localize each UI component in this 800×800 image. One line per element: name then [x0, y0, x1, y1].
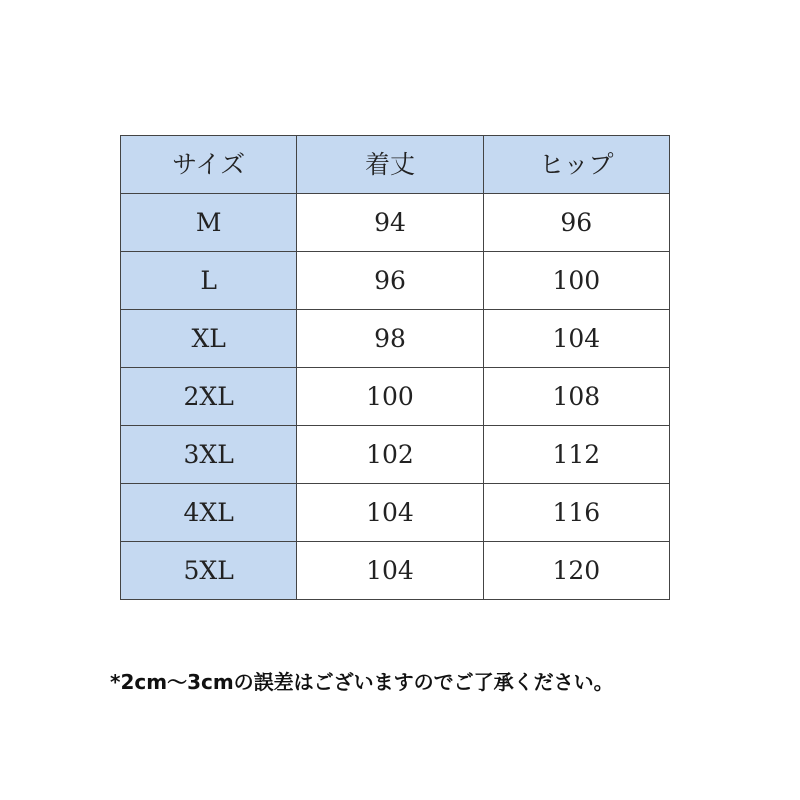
table-body: [121, 194, 670, 600]
length-cell: 98: [297, 310, 483, 368]
size-cell: 2XL: [121, 368, 297, 426]
hip-cell: 96: [483, 194, 669, 252]
size-cell: XL: [121, 310, 297, 368]
hip-cell: 108: [483, 368, 669, 426]
header-size: サイズ: [121, 136, 297, 194]
hip-cell: 104: [483, 310, 669, 368]
header-hip: ヒップ: [483, 136, 669, 194]
length-cell: 104: [297, 542, 483, 600]
table-row: [121, 368, 670, 426]
table-row: [121, 484, 670, 542]
length-cell: 96: [297, 252, 483, 310]
length-cell: 94: [297, 194, 483, 252]
size-cell: 3XL: [121, 426, 297, 484]
length-cell: 104: [297, 484, 483, 542]
length-cell: 102: [297, 426, 483, 484]
table-row: [121, 426, 670, 484]
hip-cell: 100: [483, 252, 669, 310]
table-row: [121, 194, 670, 252]
hip-cell: 120: [483, 542, 669, 600]
header-row: [121, 136, 670, 194]
length-cell: 100: [297, 368, 483, 426]
header-length: 着丈: [297, 136, 483, 194]
hip-cell: 116: [483, 484, 669, 542]
table-header: [121, 136, 670, 194]
size-cell: 4XL: [121, 484, 297, 542]
size-table: [120, 135, 670, 600]
table-row: [121, 252, 670, 310]
table-row: [121, 310, 670, 368]
size-cell: M: [121, 194, 297, 252]
table-row: [121, 542, 670, 600]
size-cell: L: [121, 252, 297, 310]
tolerance-note: *2cm〜3cmの誤差はございますのでご了承ください。: [110, 670, 614, 694]
hip-cell: 112: [483, 426, 669, 484]
size-cell: 5XL: [121, 542, 297, 600]
